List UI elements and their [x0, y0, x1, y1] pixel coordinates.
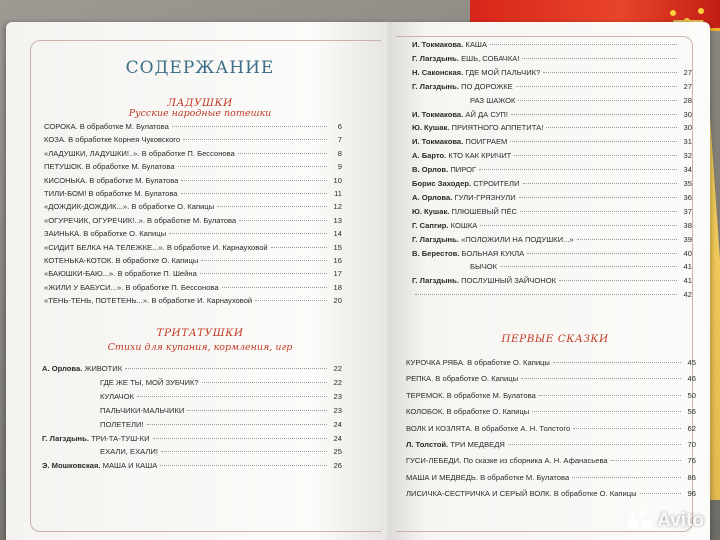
toc-title: «СИДИТ БЕЛКА НА ТЕЛЕЖКЕ...». В обработке И. Карнауховой [44, 242, 268, 252]
toc-leader [543, 72, 677, 73]
toc-author: Г. Лагздынь. [412, 53, 459, 63]
toc-entry [44, 135, 342, 144]
toc-page-number: 20 [333, 296, 342, 306]
toc-entry [42, 364, 342, 373]
toc-leader [271, 247, 327, 248]
toc-page-number: 36 [683, 192, 692, 202]
toc-entry [406, 456, 696, 465]
toc-title: ПИРОГ [450, 165, 477, 175]
toc-leader [500, 266, 677, 267]
toc-title: ЕШЬ, СОБАЧКА! [461, 53, 520, 63]
toc-title: ГДЕ МОЙ ПАЛЬЧИК? [465, 67, 541, 77]
toc-title: ПО ДОРОЖКЕ [461, 81, 513, 91]
toc-leader [522, 58, 677, 59]
toc-author: Г. Лагздынь. [412, 276, 459, 286]
toc-page-number: 39 [683, 234, 692, 244]
toc-author: И. Токмакова. [412, 109, 464, 119]
toc-page-number: 45 [687, 358, 696, 367]
toc-page-number: 96 [687, 489, 696, 499]
toc-entry [406, 358, 696, 367]
toc-leader [511, 114, 677, 115]
toc-title: ГУСИ-ЛЕБЕДИ. По сказке из сборника А. Н. Афанасьева [406, 456, 608, 466]
toc-author: Ю. Кушак. [412, 206, 450, 216]
toc-title: ЗАИНЬКА. В обработке О. Капицы [44, 229, 167, 239]
toc-title: КОЛОБОК. В обработке О. Капицы [406, 407, 530, 417]
toc-leader [137, 396, 327, 397]
toc-title: ПОСЛУШНЫЙ ЗАЙЧОНОК [461, 276, 557, 286]
toc-title: ПОИГРАЕМ [465, 137, 508, 147]
toc-author: Г. Лагздынь. [42, 433, 89, 443]
toc-entry [412, 221, 692, 230]
toc-title: АЙ ДА СУП! [465, 109, 508, 119]
toc-page-number: 30 [683, 123, 692, 133]
toc-leader [181, 193, 327, 194]
toc-title: ГДЕ ЖЕ ТЫ, МОЙ ЗУБЧИК? [100, 377, 199, 387]
toc-leader [508, 444, 681, 445]
toc-entry [44, 149, 342, 158]
toc-leader [187, 410, 327, 411]
toc-entry [406, 407, 696, 416]
toc-title: «ПОЛОЖИЛИ НА ПОДУШКИ...» [461, 234, 574, 244]
toc-page-number: 34 [683, 165, 692, 175]
toc-leader [125, 368, 327, 369]
toc-title: «ОГУРЕЧИК, ОГУРЕЧИК!..». В обработке М. Булатова [44, 215, 237, 225]
toc-entry [42, 420, 342, 429]
toc-page-number: 14 [333, 229, 342, 239]
toc-title: ПРИЯТНОГО АППЕТИТА! [451, 123, 544, 133]
toc-title: РАЗ ШАЖОК [470, 95, 516, 105]
toc-author: В. Орлов. [412, 165, 449, 175]
toc-leader [255, 300, 327, 301]
toc-title: ПАЛЬЧИКИ-МАЛЬЧИКИ [100, 405, 185, 415]
toc-page-number: 35 [683, 179, 692, 188]
toc-title: СТРОИТЕЛИ [473, 179, 520, 188]
toc-author: Борис Заходер. [412, 179, 472, 188]
toc-title: КОТЕНЬКА-КОТОК. В обработке О. Капицы [44, 256, 199, 265]
toc-entry [44, 202, 342, 211]
toc-page-number: 22 [333, 364, 342, 373]
toc-page-number: 8 [337, 148, 342, 158]
cover-dot [670, 10, 676, 16]
toc-leader [546, 127, 677, 128]
toc-author: А. Орлова. [42, 364, 83, 373]
toc-leader [573, 428, 681, 429]
toc-page-number: 40 [683, 248, 692, 258]
toc-author: И. Токмакова. [412, 40, 464, 49]
toc-page-number: 27 [683, 81, 692, 91]
toc-leader [172, 126, 327, 127]
toc-title: ТЕРЕМОК. В обработке М. Булатова [406, 390, 536, 400]
toc-author: А. Барто. [412, 151, 447, 161]
toc-title: ТРИ МЕДВЕДЯ [450, 440, 505, 449]
toc-entry [44, 229, 342, 238]
toc-leader [161, 451, 327, 452]
toc-page-number: 50 [687, 390, 696, 400]
toc-title: ПЕТУШОК. В обработке М. Булатова [44, 162, 175, 172]
toc-page-number: 41 [683, 276, 692, 286]
toc-author: В. Берестов. [412, 248, 460, 258]
toc-title: КУРОЧКА РЯБА. В обработке О. Капицы [406, 358, 550, 367]
toc-page-number: 9 [337, 162, 342, 172]
toc-page-number: 76 [687, 456, 696, 466]
toc-leader [479, 169, 677, 170]
toc-title: БОЛЬНАЯ КУКЛА [461, 248, 525, 258]
toc-title: «ЛАДУШКИ, ЛАДУШКИ!..». В обработке П. Бессонова [44, 148, 235, 158]
toc-page-number: 23 [333, 405, 342, 415]
toc-page-number: 42 [683, 290, 692, 300]
toc-entry [412, 68, 692, 77]
toc-author: А. Орлова. [412, 192, 453, 202]
toc-title: ПОЛЕТЕЛИ! [100, 419, 144, 429]
toc-entry [42, 461, 342, 470]
toc-entry [44, 189, 342, 198]
toc-title: «БАЮШКИ-БАЮ...». В обработке П. Шейна [44, 269, 197, 279]
toc-page-number: 70 [687, 440, 696, 449]
toc-leader [559, 280, 677, 281]
toc-entry [412, 193, 692, 202]
toc-title: ПЛЮШЕВЫЙ ПЁС [451, 206, 518, 216]
section-title-first-tales: ПЕРВЫЕ СКАЗКИ [501, 333, 609, 345]
toc-entry [44, 122, 342, 131]
toc-entry [412, 110, 692, 119]
toc-title: ВОЛК И КОЗЛЯТА. В обработке А. Н. Толстого [406, 423, 571, 433]
toc-leader [516, 86, 677, 87]
avito-text: Avito [657, 510, 704, 531]
toc-entry [412, 249, 692, 258]
toc-title: КОШКА [450, 220, 478, 230]
toc-entry [412, 151, 692, 160]
toc-entry [412, 179, 692, 188]
toc-page-number: 28 [683, 95, 692, 105]
avito-watermark [627, 510, 704, 532]
toc-page-number: 24 [333, 433, 342, 443]
toc-page-number: 11 [334, 189, 342, 198]
toc-leader [169, 233, 327, 234]
toc-title: «ЖИЛИ У БАБУСИ...». В обработке П. Бессонова [44, 282, 219, 292]
toc-page-number: 17 [333, 269, 342, 279]
toc-page-number: 37 [683, 206, 692, 216]
toc-leader [222, 287, 327, 288]
toc-leader [539, 395, 681, 396]
toc-title: ТИЛИ-БОМ! В обработке М. Булатова [44, 189, 178, 198]
toc-leader [239, 220, 327, 221]
toc-page-number: 22 [333, 377, 342, 387]
toc-title: «ТЕНЬ-ТЕНЬ, ПОТЕТЕНЬ...». В обработке И. Карнауховой [44, 296, 253, 306]
toc-entry [412, 207, 692, 216]
toc-title: ТРИ-ТА-ТУШ-КИ [91, 433, 150, 443]
toc-title: МАША И КАША [102, 461, 158, 471]
toc-author: Э. Мошковская. [42, 461, 101, 471]
toc-title: КУЛАЧОК [100, 391, 134, 401]
toc-title: «ДОЖДИК-ДОЖДИК...». В обработке О. Капицы [44, 202, 215, 212]
toc-leader [200, 273, 327, 274]
avito-logo-icon [627, 510, 653, 532]
toc-entry [412, 290, 692, 299]
toc-entry [406, 440, 696, 449]
toc-page-number: 27 [683, 67, 692, 77]
toc-entry [412, 82, 692, 91]
toc-page-number: 38 [683, 220, 692, 230]
toc-page-number: 62 [687, 423, 696, 433]
toc-leader [202, 382, 327, 383]
toc-leader [611, 460, 681, 461]
toc-entry [406, 374, 696, 383]
toc-page-number: 31 [683, 137, 692, 147]
toc-title: ЕХАЛИ, ЕХАЛИ! [100, 447, 158, 457]
toc-entry [42, 378, 342, 387]
toc-entry [44, 216, 342, 225]
section-subtitle-tritatushki: Стихи для купания, кормления, игр [107, 342, 293, 353]
toc-entry [406, 391, 696, 400]
toc-entry [44, 256, 342, 265]
toc-author: Г. Лагздынь. [412, 234, 459, 244]
toc-title: КИСОНЬКА. В обработке М. Булатова [44, 175, 179, 185]
toc-leader [415, 294, 677, 295]
toc-title: ЖИВОТИК [84, 364, 123, 373]
toc-leader [572, 477, 681, 478]
toc-author: Г. Лагздынь. [412, 81, 459, 91]
toc-entry [406, 424, 696, 433]
toc-author: Н. Саконская. [412, 67, 464, 77]
toc-leader [153, 438, 327, 439]
toc-entry [412, 54, 692, 63]
toc-author: И. Токмакова. [412, 137, 464, 147]
toc-entry [44, 176, 342, 185]
toc-page-number: 32 [683, 151, 692, 161]
toc-page-number: 56 [687, 407, 696, 417]
toc-entry [44, 243, 342, 252]
toc-page-number: 18 [333, 282, 342, 292]
toc-title: КАША [465, 40, 487, 49]
toc-leader [201, 260, 327, 261]
toc-entry [406, 489, 696, 498]
toc-entry [412, 96, 692, 105]
toc-leader [523, 183, 678, 184]
toc-entry [44, 283, 342, 292]
toc-leader [514, 155, 677, 156]
section-title-tritatushki: ТРИТАТУШКИ [156, 327, 244, 339]
toc-author: Ю. Кушак. [412, 123, 450, 133]
toc-page-number: 7 [337, 135, 342, 145]
toc-title: ГУЛИ-ГРЯЗНУЛИ [454, 192, 516, 202]
toc-page-number: 30 [683, 109, 692, 119]
toc-page-number: 10 [333, 175, 342, 185]
toc-leader [521, 378, 681, 379]
toc-author: Л. Толстой. [406, 440, 449, 449]
toc-leader [238, 153, 327, 154]
toc-leader [553, 362, 681, 363]
toc-page-number: 16 [333, 256, 342, 265]
toc-leader [519, 197, 677, 198]
toc-entry [44, 296, 342, 305]
toc-leader [181, 180, 327, 181]
section-subtitle-ladushki: Русские народные потешки [128, 108, 272, 119]
toc-entry [412, 40, 692, 49]
toc-page-number: 15 [333, 242, 342, 252]
toc-leader [480, 225, 677, 226]
toc-page-number: 13 [333, 215, 342, 225]
toc-leader [532, 411, 681, 412]
toc-entry [42, 434, 342, 443]
toc-entry [406, 473, 696, 482]
toc-leader [520, 211, 677, 212]
toc-title: РЕПКА. В обработке О. Капицы [406, 374, 519, 384]
toc-page-number: 25 [333, 447, 342, 457]
toc-entry [44, 269, 342, 278]
toc-leader [217, 206, 327, 207]
toc-author: Г. Сапгир. [412, 220, 449, 230]
toc-entry [412, 262, 692, 271]
toc-page-number: 26 [333, 461, 342, 471]
toc-leader [178, 166, 327, 167]
toc-title: КТО КАК КРИЧИТ [448, 151, 512, 161]
toc-title: ЛИСИЧКА-СЕСТРИЧКА И СЕРЫЙ ВОЛК. В обработке О. Капицы [406, 489, 637, 499]
toc-leader [510, 141, 677, 142]
toc-leader [147, 424, 327, 425]
toc-entry [412, 165, 692, 174]
toc-page-number: 46 [687, 374, 696, 384]
section-title-ladushki: ЛАДУШКИ [167, 97, 233, 109]
toc-entry [42, 447, 342, 456]
toc-leader [160, 465, 327, 466]
toc-entry [412, 235, 692, 244]
toc-page-number: 6 [337, 122, 342, 131]
toc-leader [527, 253, 677, 254]
toc-entry [42, 406, 342, 415]
toc-leader [183, 139, 327, 140]
toc-leader [640, 493, 681, 494]
toc-entry [412, 276, 692, 285]
toc-page-number: 86 [687, 472, 696, 482]
page-title: СОДЕРЖАНИЕ [125, 58, 275, 78]
toc-title: МАША И МЕДВЕДЬ. В обработке М. Булатова [406, 472, 570, 482]
toc-page-number: 23 [333, 391, 342, 401]
toc-page-number: 12 [333, 202, 342, 212]
toc-title: КОЗА. В обработке Корнея Чуковского [44, 135, 181, 145]
toc-entry [42, 392, 342, 401]
toc-entry [412, 137, 692, 146]
toc-leader [518, 100, 677, 101]
toc-entry [44, 162, 342, 171]
cover-dot [698, 8, 704, 14]
toc-entry [412, 123, 692, 132]
toc-leader [577, 239, 677, 240]
toc-title: СОРОКА. В обработке М. Булатова [44, 122, 169, 131]
toc-title: БЫЧОК [470, 262, 498, 272]
toc-leader [490, 44, 677, 45]
toc-page-number: 24 [333, 419, 342, 429]
toc-page-number: 41 [683, 262, 692, 272]
